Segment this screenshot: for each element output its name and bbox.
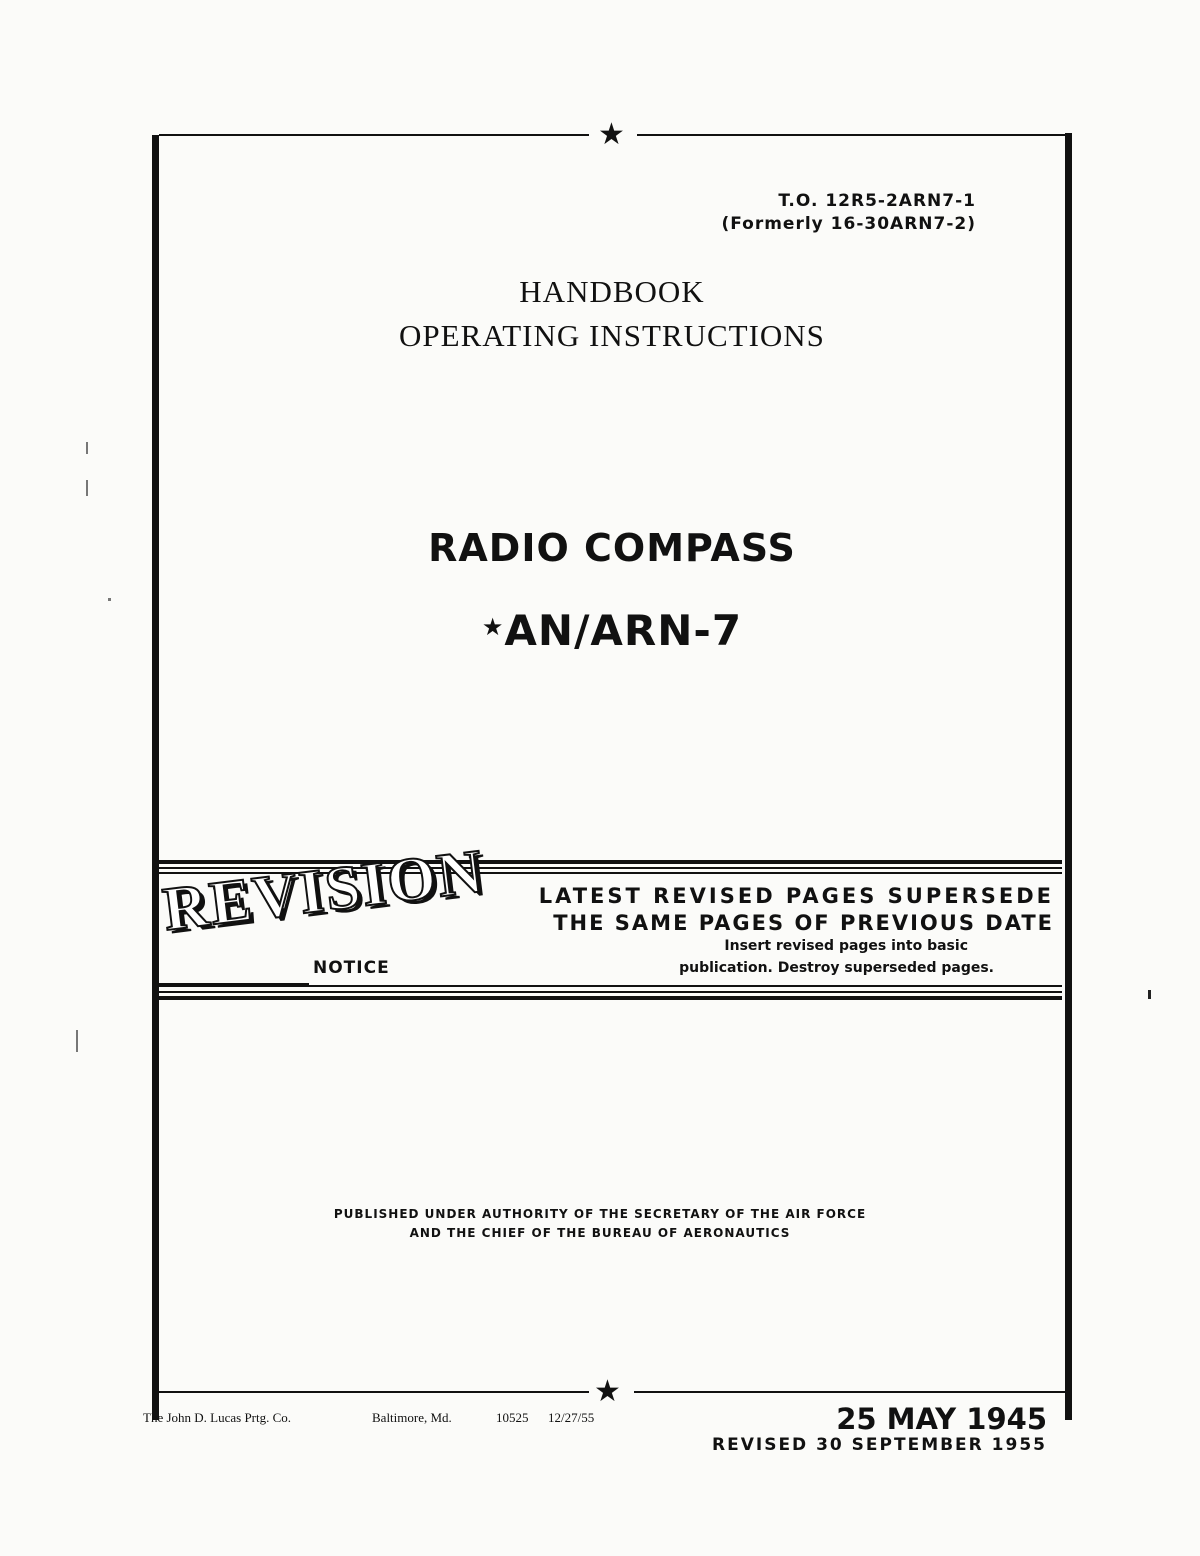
top-rule-right [637, 134, 1065, 136]
revision-line-2: THE SAME PAGES OF PREVIOUS DATE [553, 911, 1054, 935]
scan-speck [1148, 990, 1151, 999]
authority-line-1: PUBLISHED UNDER AUTHORITY OF THE SECRETARY OF THE AIR FORCE [333, 1207, 867, 1221]
document-subtitle [0, 606, 1200, 655]
printer-city: Baltimore, Md. [372, 1410, 452, 1425]
authority-line-2: AND THE CHIEF OF THE BUREAU OF AERONAUTICS [409, 1226, 791, 1240]
band-rule-bottom-1 [152, 985, 1062, 987]
scan-speck [108, 598, 111, 601]
print-date: 12/27/55 [548, 1410, 595, 1425]
subtitle-star-icon: ★ [481, 613, 505, 641]
bottom-rule-left [159, 1391, 589, 1393]
handbook-line: HANDBOOK [519, 274, 705, 309]
job-number: 10525 [496, 1410, 529, 1425]
authority-statement [0, 1205, 1200, 1243]
operating-instructions-line: OPERATING INSTRUCTIONS [399, 318, 825, 353]
scan-speck [76, 1030, 78, 1052]
revision-stamp: REVISION [159, 837, 488, 945]
scan-speck [86, 442, 88, 454]
scan-speck [86, 480, 88, 496]
formerly-number: (Formerly 16-30ARN7-2) [721, 214, 976, 234]
revision-line-3: Insert revised pages into basic [724, 938, 968, 954]
top-star-icon: ★ [598, 117, 625, 152]
notice-label: NOTICE [313, 958, 390, 978]
revision-line-4: publication. Destroy superseded pages. [679, 960, 994, 976]
revised-date: REVISED 30 SEPTEMBER 1955 [712, 1435, 1047, 1455]
to-number-block [721, 190, 976, 236]
document-title: RADIO COMPASS [428, 526, 796, 570]
to-number: T.O. 12R5-2ARN7-1 [778, 191, 976, 211]
top-rule-left [159, 134, 589, 136]
subtitle-text: AN/ARN-7 [504, 606, 743, 655]
band-rule-bottom-2 [152, 991, 1062, 993]
revision-line-1: LATEST REVISED PAGES SUPERSEDE [538, 884, 1054, 908]
bottom-rule-right [634, 1391, 1065, 1393]
handbook-heading [0, 270, 1200, 358]
printer-name: The John D. Lucas Prtg. Co. [143, 1410, 292, 1425]
band-rule-bottom-3 [152, 996, 1062, 1000]
publication-date: 25 MAY 1945 [836, 1402, 1047, 1436]
bottom-star-icon: ★ [594, 1374, 621, 1409]
